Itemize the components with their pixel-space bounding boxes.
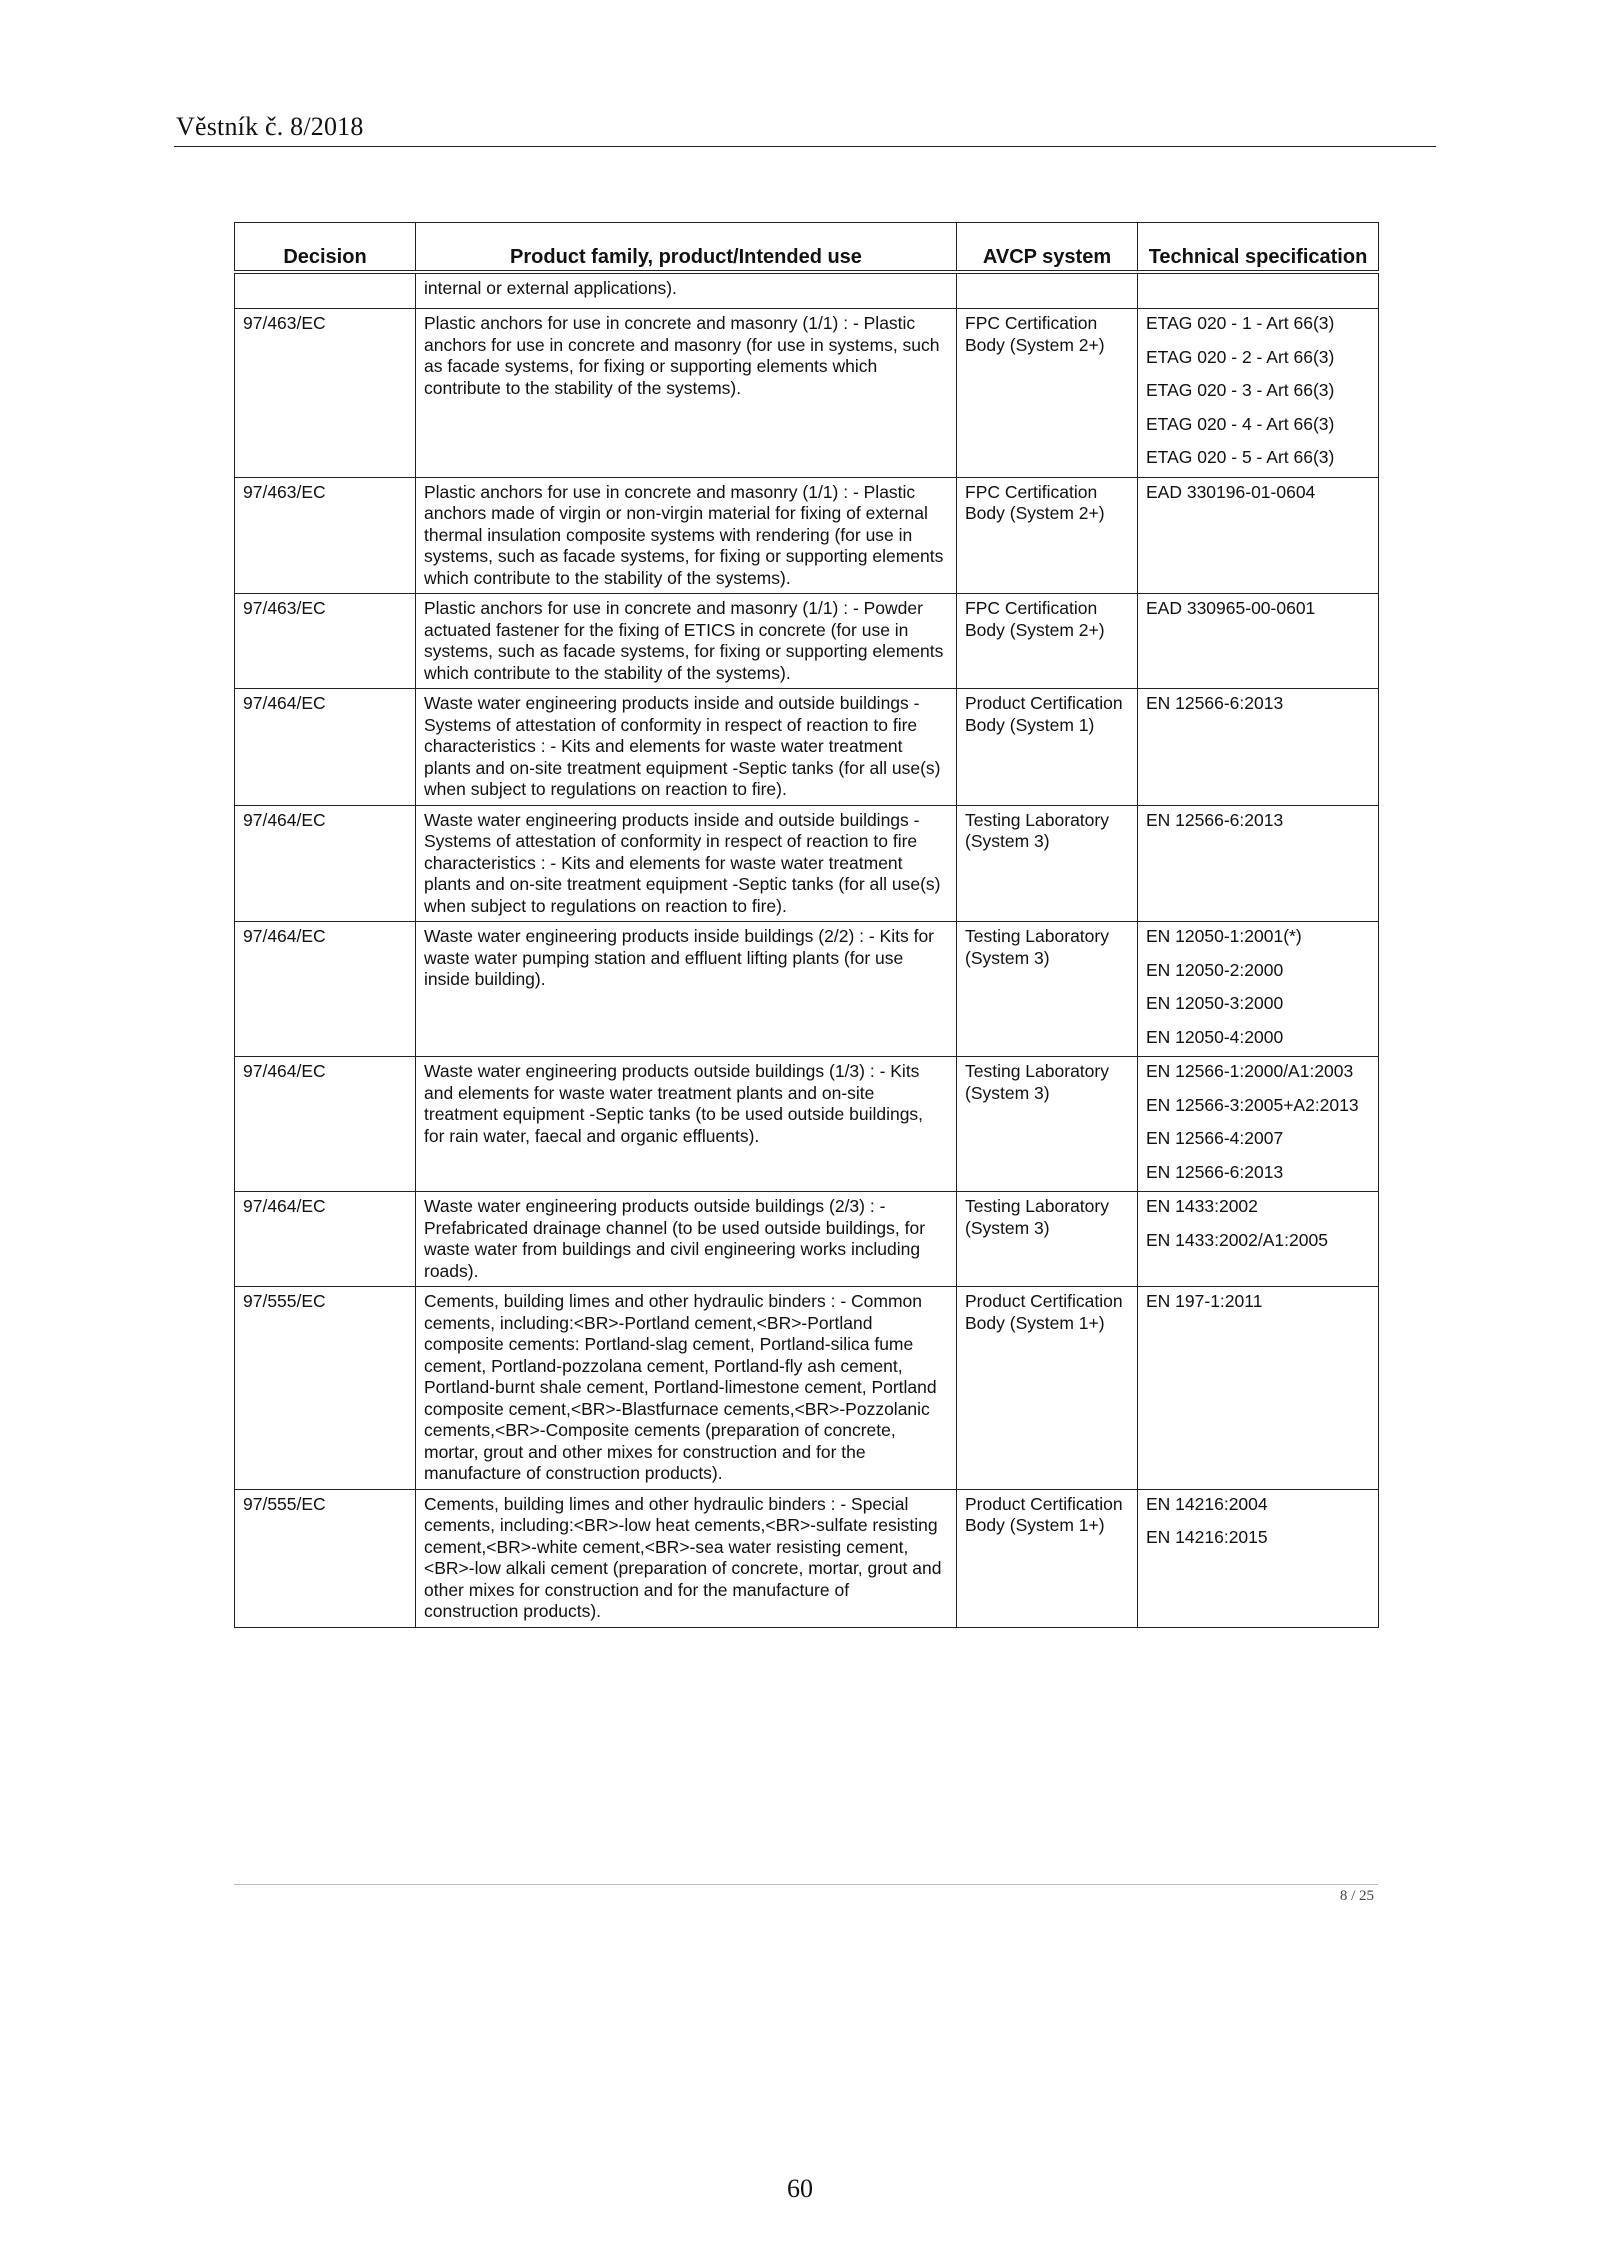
specification-entry: ETAG 020 - 3 - Art 66(3) xyxy=(1146,380,1335,400)
specification-entry: EN 1433:2002/A1:2005 xyxy=(1146,1229,1328,1250)
cell-avcp: FPC Certification Body (System 2+) xyxy=(957,309,1138,478)
specification-entry: EN 197-1:2011 xyxy=(1146,1291,1263,1311)
specification-entry: EN 14216:2004 xyxy=(1146,1493,1268,1514)
specification-entry: EN 12566-1:2000/A1:2003 xyxy=(1146,1061,1354,1081)
cell-specification xyxy=(1138,594,1379,689)
table-row xyxy=(235,309,1379,478)
cell-product: Plastic anchors for use in concrete and masonry (1/1) : - Plastic anchors made of virgin or non-virgin material for fixing of external thermal insulation composite systems with rendering (for use in systems, such as facade systems, for fixing or supporting elements which contribute to the stability of the systems). xyxy=(416,477,957,594)
cell-product: Cements, building limes and other hydraulic binders : - Special cements, including:<BR>-low heat cements,<BR>-sulfate resisting cement,<BR>-white cement,<BR>-sea water resisting cement,<BR>-low alkali cement (preparation of concrete, mortar, grout and other mixes for construction and for the manufacture of construction products). xyxy=(416,1489,957,1627)
specification-entry: EN 12050-3:2000 xyxy=(1146,993,1284,1013)
cell-decision: 97/464/EC xyxy=(235,1192,416,1287)
cell-specification xyxy=(1138,922,1379,1057)
cell-avcp: Product Certification Body (System 1+) xyxy=(957,1287,1138,1490)
running-head: Věstník č. 8/2018 xyxy=(176,112,364,141)
specification-entry: EN 14216:2015 xyxy=(1146,1527,1268,1547)
specification-entry: EN 12566-6:2013 xyxy=(1146,693,1284,713)
cell-specification xyxy=(1138,1057,1379,1192)
specification-entry: EN 1433:2002 xyxy=(1146,1196,1258,1216)
cell-decision: 97/463/EC xyxy=(235,477,416,594)
cell-specification xyxy=(1138,477,1379,594)
table-row xyxy=(235,1489,1379,1627)
cell-decision: 97/555/EC xyxy=(235,1287,416,1490)
column-header-avcp: AVCP system xyxy=(957,223,1138,273)
table-row xyxy=(235,922,1379,1057)
cell-decision: 97/464/EC xyxy=(235,689,416,806)
cell-avcp xyxy=(957,272,1138,309)
specification-entry: EN 12050-2:2000 xyxy=(1146,959,1284,980)
cell-specification xyxy=(1138,309,1379,478)
specification-entry: EAD 330965-00-0601 xyxy=(1146,598,1316,618)
cell-avcp: FPC Certification Body (System 2+) xyxy=(957,477,1138,594)
table-row xyxy=(235,477,1379,594)
specification-entry: EN 12566-6:2013 xyxy=(1146,809,1284,830)
cell-product: Waste water engineering products outside buildings (1/3) : - Kits and elements for waste water treatment plants and on-site treatment equipment -Septic tanks (to be used outside buildings, for rain water, faecal and organic effluents). xyxy=(416,1057,957,1192)
specification-entry: ETAG 020 - 5 - Art 66(3) xyxy=(1146,447,1335,467)
footer-rule xyxy=(234,1884,1378,1885)
certification-table xyxy=(234,222,1379,1628)
table-row xyxy=(235,1287,1379,1490)
column-header-specification: Technical specification xyxy=(1138,223,1379,273)
cell-decision xyxy=(235,272,416,309)
cell-decision: 97/463/EC xyxy=(235,594,416,689)
table-row xyxy=(235,689,1379,806)
cell-specification xyxy=(1138,1287,1379,1490)
column-header-product: Product family, product/Intended use xyxy=(416,223,957,273)
cell-specification xyxy=(1138,689,1379,806)
cell-product: Waste water engineering products inside buildings (2/2) : - Kits for waste water pumping station and effluent lifting plants (for use inside building). xyxy=(416,922,957,1057)
cell-product: Waste water engineering products outside buildings (2/3) : - Prefabricated drainage channel (to be used outside buildings, for waste water from buildings and civil engineering works including roads). xyxy=(416,1192,957,1287)
table-body xyxy=(235,272,1379,1627)
column-header-decision: Decision xyxy=(235,223,416,273)
cell-specification xyxy=(1138,805,1379,922)
cell-avcp: Testing Laboratory (System 3) xyxy=(957,1057,1138,1192)
cell-decision: 97/464/EC xyxy=(235,1057,416,1192)
specification-entry: EN 12566-6:2013 xyxy=(1146,1161,1284,1182)
cell-specification xyxy=(1138,1192,1379,1287)
cell-avcp: Testing Laboratory (System 3) xyxy=(957,922,1138,1057)
specification-entry: ETAG 020 - 4 - Art 66(3) xyxy=(1146,413,1335,434)
cell-avcp: Product Certification Body (System 1) xyxy=(957,689,1138,806)
specification-entry: ETAG 020 - 1 - Art 66(3) xyxy=(1146,313,1335,333)
cell-specification xyxy=(1138,1489,1379,1627)
table-header-row xyxy=(235,223,1379,273)
specification-entry: EN 12050-4:2000 xyxy=(1146,1026,1284,1047)
certification-table-container xyxy=(234,222,1378,1628)
table-row-continuation xyxy=(235,272,1379,309)
cell-avcp: Product Certification Body (System 1+) xyxy=(957,1489,1138,1627)
cell-product: internal or external applications). xyxy=(416,272,957,309)
cell-decision: 97/463/EC xyxy=(235,309,416,478)
table-row xyxy=(235,1057,1379,1192)
cell-avcp: Testing Laboratory (System 3) xyxy=(957,1192,1138,1287)
cell-decision: 97/464/EC xyxy=(235,922,416,1057)
cell-product: Cements, building limes and other hydraulic binders : - Common cements, including:<BR>-Portland cement,<BR>-Portland composite cements: Portland-slag cement, Portland-silica fume cement, Portland-pozzolana cement, Portland-fly ash cement, Portland-burnt shale cement, Portland-limestone cement, Portland composite cement,<BR>-Blastfurnace cements,<BR>-Pozzolanic cements,<BR>-Composite cements (preparation of concrete, mortar, grout and other mixes for construction and for the manufacture of construction products). xyxy=(416,1287,957,1490)
cell-decision: 97/464/EC xyxy=(235,805,416,922)
cell-avcp: FPC Certification Body (System 2+) xyxy=(957,594,1138,689)
specification-entry: EN 12050-1:2001(*) xyxy=(1146,926,1302,946)
table-row xyxy=(235,1192,1379,1287)
specification-entry: EN 12566-3:2005+A2:2013 xyxy=(1146,1094,1359,1115)
cell-product: Waste water engineering products inside and outside buildings - Systems of attestation of conformity in respect of reaction to fire characteristics : - Kits and elements for waste water treatment plants and on-site treatment equipment -Septic tanks (for all use(s) when subject to regulations on reaction to fire). xyxy=(416,689,957,806)
table-row xyxy=(235,805,1379,922)
cell-product: Plastic anchors for use in concrete and masonry (1/1) : - Powder actuated fastener for the fixing of ETICS in concrete (for use in systems, such as facade systems, for fixing or supporting elements which contribute to the stability of the systems). xyxy=(416,594,957,689)
specification-entry: EAD 330196-01-0604 xyxy=(1146,481,1316,502)
cell-avcp: Testing Laboratory (System 3) xyxy=(957,805,1138,922)
page-number: 60 xyxy=(787,2174,813,2203)
cell-product: Waste water engineering products inside and outside buildings - Systems of attestation of conformity in respect of reaction to fire characteristics : - Kits and elements for waste water treatment plants and on-site treatment equipment -Septic tanks (for all use(s) when subject to regulations on reaction to fire). xyxy=(416,805,957,922)
table-row xyxy=(235,594,1379,689)
specification-entry: EN 12566-4:2007 xyxy=(1146,1128,1284,1148)
page-of-total: 8 / 25 xyxy=(1339,1888,1374,1904)
cell-product: Plastic anchors for use in concrete and masonry (1/1) : - Plastic anchors for use in concrete and masonry (for use in systems, such as facade systems, for fixing or supporting elements which contribute to the stability of the systems). xyxy=(416,309,957,478)
specification-entry: ETAG 020 - 2 - Art 66(3) xyxy=(1146,346,1335,367)
cell-specification xyxy=(1138,272,1379,309)
cell-decision: 97/555/EC xyxy=(235,1489,416,1627)
header-rule xyxy=(174,146,1436,147)
